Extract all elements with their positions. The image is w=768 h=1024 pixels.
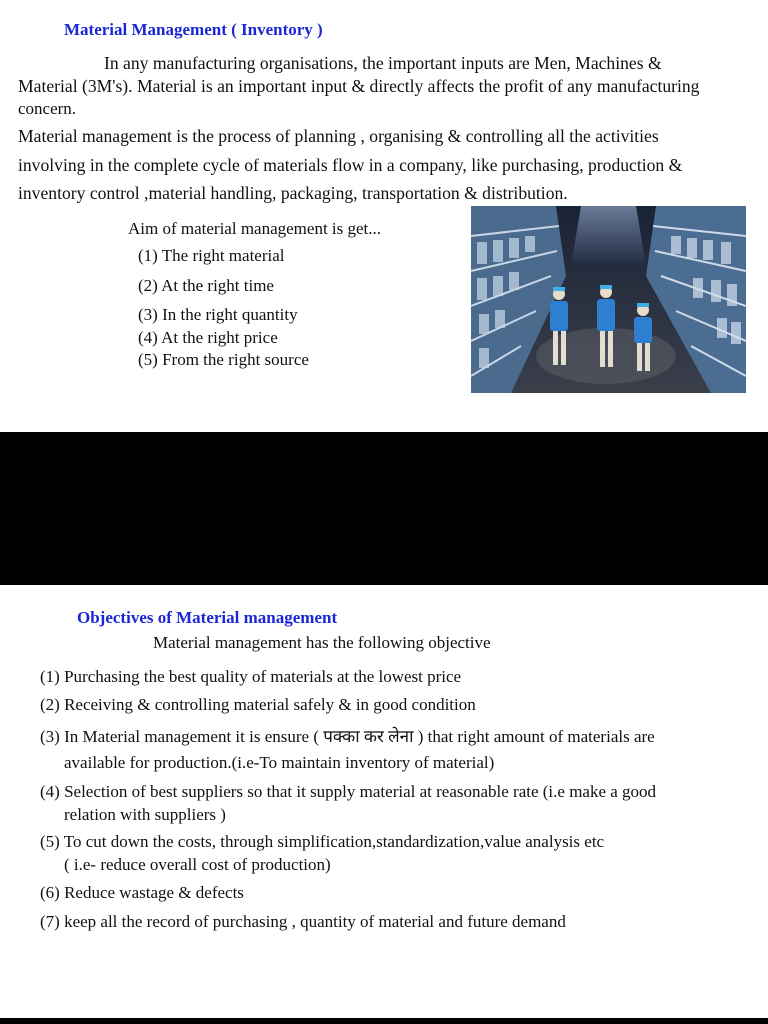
objective-item-continuation: available for production.(i.e-To maintain inventory of material) bbox=[64, 753, 495, 772]
aim-item: (4) At the right price bbox=[138, 328, 278, 347]
objective-item: (6) Reduce wastage & defects bbox=[40, 883, 244, 902]
objective-item: (2) Receiving & controlling material safely & in good condition bbox=[40, 695, 476, 714]
intro-line-2: Material (3M's). Material is an important input & directly affects the profit of any manufacturing bbox=[18, 76, 700, 96]
objective-item: (3) In Material management it is ensure ( पक्का कर लेना ) that right amount of materials are bbox=[40, 727, 655, 746]
definition-line-3: inventory control ,material handling, packaging, transportation & distribution. bbox=[18, 183, 568, 203]
definition-line-2: involving in the complete cycle of materials flow in a company, like purchasing, production & bbox=[18, 155, 683, 175]
aim-item: (1) The right material bbox=[138, 246, 285, 265]
slide-objectives bbox=[0, 585, 768, 1018]
aim-heading: Aim of material management is get... bbox=[128, 219, 382, 238]
objective-item: (4) Selection of best suppliers so that it supply material at reasonable rate (i.e make a good bbox=[40, 782, 657, 801]
aim-item: (5) From the right source bbox=[138, 350, 309, 369]
intro-line-1: In any manufacturing organisations, the important inputs are Men, Machines & bbox=[104, 53, 662, 73]
objective-item: (7) keep all the record of purchasing , quantity of material and future demand bbox=[40, 912, 566, 931]
slide-subtitle: Material management has the following objective bbox=[153, 633, 491, 652]
warehouse-workers-image bbox=[471, 206, 746, 393]
slide-separator-band bbox=[0, 432, 768, 585]
slide-title: Material Management ( Inventory ) bbox=[64, 20, 323, 39]
bottom-separator-bar bbox=[0, 1018, 768, 1024]
objective-item: (1) Purchasing the best quality of materials at the lowest price bbox=[40, 667, 462, 686]
aim-item: (3) In the right quantity bbox=[138, 305, 298, 324]
objective-item-continuation: ( i.e- reduce overall cost of production) bbox=[64, 855, 331, 874]
slide-material-management bbox=[0, 0, 768, 432]
objective-item: (5) To cut down the costs, through simplification,standardization,value analysis etc bbox=[40, 832, 605, 851]
definition-line-1: Material management is the process of planning , organising & controlling all the activities bbox=[18, 126, 659, 146]
objective-item-continuation: relation with suppliers ) bbox=[64, 805, 226, 824]
intro-line-3: concern. bbox=[18, 99, 77, 118]
slide-title: Objectives of Material management bbox=[77, 608, 338, 627]
aim-item: (2) At the right time bbox=[138, 276, 274, 295]
